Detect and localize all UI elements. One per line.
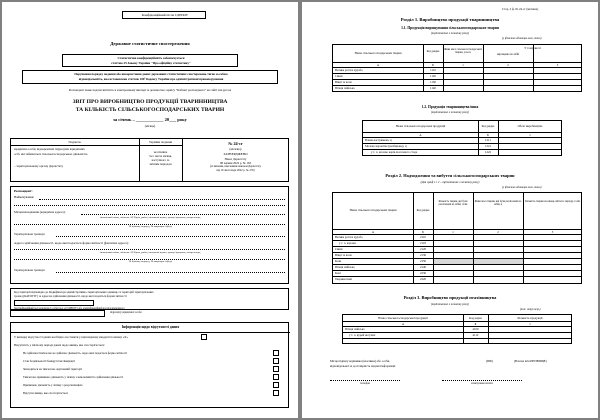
subsection-1-2-title: 1.2. Продукція тваринництва інша [421, 105, 479, 109]
activity-address-label: Адреса здійснення діяльності, щодо якої подається форма звітності (фактична адреса): [14, 241, 129, 245]
table-row: Вівці та кози [335, 253, 352, 257]
deadline-header: Терміни подання [148, 139, 173, 144]
agency-title: Державне статистичне спостереження [110, 41, 190, 46]
table-row: Птиця свійська [335, 265, 355, 269]
table-row: Свині [335, 247, 343, 251]
table-row: у т. ч. корови [339, 241, 356, 245]
report-title-line-1: ЗВІТ ПРО ВИРОБНИЦТВО ПРОДУКЦІЇ ТВАРИННИЦТВА [72, 99, 228, 105]
absence-title: Інформація щодо відсутності даних [121, 325, 180, 329]
report-period: за січень – ____________ 20___ року [113, 117, 187, 122]
subsection-1-1-title: 1.1. Продукція вирощування сільськогосподарських тварин [401, 26, 499, 30]
absence-question: У випадку відсутності даних необхідно поставити у відповідному квадраті позначку «Х» [14, 335, 128, 339]
email-field[interactable] [442, 380, 522, 381]
section-2-title: Розділ 2. Надходження та вибуття сільськогосподарських тварин [385, 173, 515, 178]
confidentiality-box: Статистична конфіденційність забезпечується статтею 25 Закону України "Про офіційну статистику" [62, 54, 238, 67]
name-label: Найменування: [14, 195, 35, 199]
submitters-header: Подають: [68, 139, 82, 144]
table-row: Птиця свійська [335, 86, 355, 90]
signature-label-2: відповідальної за достовірність наданої інформації [330, 364, 396, 368]
form-page-1: Конфіденційний після СДРПОУ Державне статистичне спостереження Статистична конфіденційність забезпечується статтею 25 Закону України "Про офіційну статистику" Порушення порядку подання або використання даних державних статистичних спостережень тягне за собою відповідальність, яка встановлена статтею 186³ Кодексу України про адміністративні правопорушення Респондент може подати звітність в електронному вигляді за допомогою сервісу "Кабінет респондента" на сайті stat.gov.ua ЗВІТ ПРО ВИРОБНИЦТВО ПРОДУКЦІЇ ТВАРИННИЦТВА ТА КІЛЬКІСТЬ СІЛЬСЬКОГОСПОДАРСЬКИХ ТВАРИН за січень – ____________ 20___ року (місяць) Подають: Терміни подання юридичні особи, відокремлені підрозділи юридичних осіб, які займаються сільськогосподарською діяльністю – територіальному органу Держстату не пізніше 3-го числа місяця, наступного за звітним періодом № 24-сг (місячна) ЗАТВЕРДЖЕНО Наказ Держстату 08 червня 2022 р. № 163 (зі змінами, внесеними наказом Держстату від 19 листопада 2022 р. № 276) Респондент: Найменування: Місцезнаходження (юридична адреса): (поштовий індекс, область /АР Крим, район, населений пункт, вулиця /провулок, площа тощо, № будинку /корпусу, № квартири /офісу) Територіальна громада: Адреса здійснення діяльності, щодо якої подається форма звітності (фактична адреса): (поштовий індекс, область /АР Крим, район, населений пункт, вулиця /провулок, площа тощо, № будинку /корпусу, № квартири /офісу) Територіальна громада: Код території відповідно до Кодифікатора адміністративно-територіальних одиниць та територій територіальних громад (КАТОТТГ) за адресою здійснення діяльності, щодо якої подається форма звітності Ідентифікаційний код юридичної особи (код за ЄДРПОУ) або ідентифікаційний код відокремленого підрозділу юридичної особи Інформація щодо відсутності даних У випадку відсутності даних необхідно поставити у відповідному квадраті позначку «Х» Відсутність у звітному періоді даних щодо явища, яке спостерігається: Не здійснює/тимчасово не здійснює діяльність, щодо якої подається форма звітності Стан бездіяльності/банкрутства/ліквідації Знаходиться на тимчасово окупованій території Тимчасово припинено діяльність у зв'язку з неможливістю здійснення діяльності Припинено діяльність у зв'язку з реорганізацією Відсутнє явище, яке спостерігається [2, 2, 298, 418]
section-3-title: Розділ 3. Виробництво продукції птахівництва [403, 295, 497, 300]
confidential-box [122, 11, 206, 19]
table-2: Назва сільськогосподарських тварин Код рядка Кількість тварин, які були реалізовані на забій, голів Жива маса тварин, які були реалізовані на забій, ц Кількість тварин на кінець звітного періоду, голів А Б 1 2 3 Велика рогата худоба 2110 у т. ч. корови 2118 Свині 2120 Вівці та кози 2130 Кози 2150 Птиця свійська 2140 Коні 2230 Тварини інші 2220 [332, 192, 582, 284]
katottg-code-input[interactable] [14, 300, 94, 306]
respondent-label: Респондент: [14, 189, 33, 193]
signature-name: (Власне ім'я ПРІЗВИЩЕ) [514, 359, 547, 363]
penalty-box: Порушення порядку подання або використання даних державних статистичних спостережень тягне за собою відповідальність, яка встановлена статтею 186³ Кодексу України про адміністративні правопорушення [22, 70, 278, 84]
form-page-2: Стор. 2 ф. № 24-сг (місячна) Розділ 1. Виробництво продукції тваринництва 1.1. Продукція вирощування сільськогосподарських тварин (тріпотатне з початку року) (у фізичних одиницях ваги, тонн) Назва сільськогосподарських тварин Код рядка Жива маса сільськогосподарських тварин, усього У тому числі вирощених на забій А Б 1 2 3 Велика рогата худоба 1110 Свині 1120 Вівці та кози 1130 Птиця свійська 1140 1.2. Продукція тваринництва інша (тріпотатне з початку року) Назва сільськогосподарської продукції Код рядка Обсяг виробництва А Б 1 Вовна настрижена, ц 1211 Молоко коров'яче (незбиране), ц 1221 у т. ч. молоко корів молочного стада 1222 Розділ 2. Надходження та вибуття сільськогосподарських тварин (Для граф 1 і 2 – тріпотатне з початку року) (у фізичних одиницях ваги, тонн) Назва сільськогосподарських тварин Код рядка Кількість тварин, які були реалізовані на забій, голів Жива маса тварин, які були реалізовані на забій, ц Кількість тварин на кінець звітного періоду, голів А Б 1 2 3 Велика рогата худоба 2110 у т. ч. корови 2118 Свині 2120 Вівці та кози 2130 Кози 2150 Птиця свійська 2140 Коні 2230 Тварини інші 2220 Розділ 3. Виробництво продукції птахівництва (тріпотатне з початку року) (тис. штук яєць) Назва сільськогосподарської продукції Код рядка Кількість продукції А Б 1 Птиця свійська 4100 у т. ч. курей несучих 4112 Місце підпису керівника (власника) або особи, відповідальної за достовірність наданої інформації (ПІБ) (Власне ім'я ПРІЗВИЩЕ) телефон електронна пошта [302, 2, 598, 418]
reason-checkbox-3[interactable] [273, 366, 279, 372]
phone-field[interactable] [330, 380, 400, 381]
table-row: у т. ч. молоко корів молочного стада [371, 150, 418, 154]
email-label: електронна пошта [471, 382, 493, 385]
territorial-label: Територіальна громада: [14, 232, 46, 236]
confidential-label: Конфіденційний після СДРПОУ [141, 13, 189, 17]
na-cell [434, 259, 473, 264]
reason-checkbox-2[interactable] [273, 358, 279, 364]
submitters-table: Подають: Терміни подання юридичні особи, відокремлені підрозділи юридичних осіб, які займаються сільськогосподарською діяльністю – територіальному органу Держстату не пізніше 3-го числа місяця, наступного за звітним періодом № 24-сг (місячна) ЗАТВЕРДЖЕНО Наказ Держстату 08 червня 2022 р. № 163 (зі змінами, внесеними наказом Держстату від 19 листопада 2022 р. № 276) [10, 138, 289, 182]
electronic-submission-note: Респондент може подати звітність в електронному вигляді за допомогою сервісу "Кабінет респондента" на сайті stat.gov.ua [68, 88, 232, 92]
phone-label: телефон [360, 382, 370, 385]
table-1-1: Назва сільськогосподарських тварин Код рядка Жива маса сільськогосподарських тварин, усього У тому числі вирощених на забій А Б 1 2 3 Велика рогата худоба 1110 Свині 1120 Вівці та кози 1130 Птиця свійська 1140 [332, 44, 582, 92]
absence-checkbox[interactable] [201, 334, 207, 340]
location-field[interactable] [81, 214, 285, 215]
table-row: у т. ч. курей несучих [349, 333, 376, 337]
table-row: Свині [335, 74, 343, 78]
table-3: Назва сільськогосподарської продукції Код рядка Кількість продукції А Б 1 Птиця свійська 4100 у т. ч. курей несучих 4112 [342, 314, 572, 344]
reason-checkbox-4[interactable] [273, 374, 279, 380]
codes-block: Код території відповідно до Кодифікатора адміністративно-територіальних одиниць та територій територіальних громад (КАТОТТГ) за адресою здійснення діяльності, щодо якої подається форма звітності Ідентифікаційний код юридичної особи (код за ЄДРПОУ) або ідентифікаційний код відокремленого [10, 288, 289, 310]
table-row: Вівці та кози [335, 80, 352, 84]
continuation-header: Стор. 2 ф. № 24-сг (місячна) [502, 7, 539, 11]
reason-checkbox-1[interactable] [273, 350, 279, 356]
na-cell [474, 259, 523, 264]
section-1-title: Розділ 1. Виробництво продукції тваринництва [400, 17, 500, 22]
territorial-field[interactable] [56, 236, 285, 237]
table-row: Велика рогата худоба [335, 235, 363, 239]
period-note: (місяць) [144, 124, 156, 128]
absence-info-block: Інформація щодо відсутності даних У випадку відсутності даних необхідно поставити у відповідному квадраті позначку «Х» Відсутність у звітному періоді даних щодо явища, яке спостерігається: Не здійснює/тимчасово не здійснює діяльність, щодо якої подається форма звітності Стан бездіяльності/банкрутства/ліквідації Знаходиться на тимчасово окупованій території Тимчасово припинено діяльність у зв'язку з неможливістю здійснення діяльності Припинено діяльність у зв'язку з реорганізацією Відсутнє явище, яке спостерігається [10, 322, 289, 408]
table-row: Птиця свійська [345, 327, 365, 331]
form-number: № 24-сг [228, 141, 243, 146]
reason-checkbox-6[interactable] [273, 390, 279, 396]
location-label: Місцезнаходження (юридична адреса): [14, 210, 66, 214]
table-row: Велика рогата худоба [335, 68, 363, 72]
table-1-2: Назва сільськогосподарської продукції Код рядка Обсяг виробництва А Б 1 Вовна настрижена, ц 1211 Молоко коров'яче (незбиране), ц 1221 у т. ч. молоко корів молочного стада 1222 [362, 120, 562, 156]
territorial-field-2[interactable] [56, 272, 285, 273]
activity-address-field[interactable] [14, 249, 285, 250]
name-field[interactable] [39, 199, 285, 200]
territorial-label-2: Територіальна громада: [14, 268, 46, 272]
signature-label-1: Місце підпису керівника (власника) або особи, [330, 359, 391, 363]
reason-checkbox-5[interactable] [273, 382, 279, 388]
respondent-block: Респондент: Найменування: Місцезнаходження (юридична адреса): (поштовий індекс, область /АР Крим, район, населений пункт, вулиця /провулок, площа тощо, № будинку /корпусу, № квартири /офісу) Територіальна громада: Адреса здійснення діяльності, щодо якої подається форма звітності (фактична адреса): (поштовий індекс, область /АР Крим, район, населений пункт, вулиця /провулок, площа тощо, № будинку /корпусу, № квартири /офісу) Територіальна громада: [10, 186, 289, 284]
table-row: Кози [335, 259, 342, 263]
table-row: Тварини інші [335, 277, 353, 281]
table-row: Коні [335, 271, 341, 275]
edrpou-code-input[interactable] [10, 310, 105, 317]
table-row: Молоко коров'яче (незбиране), ц [365, 144, 407, 148]
report-title-line-2: ТА КІЛЬКІСТЬ СІЛЬСЬКОГОСПОДАРСЬКИХ ТВАРИН [75, 107, 225, 113]
signature-pib: (ПІБ) [486, 359, 493, 363]
table-row: Вовна настрижена, ц [365, 138, 392, 142]
